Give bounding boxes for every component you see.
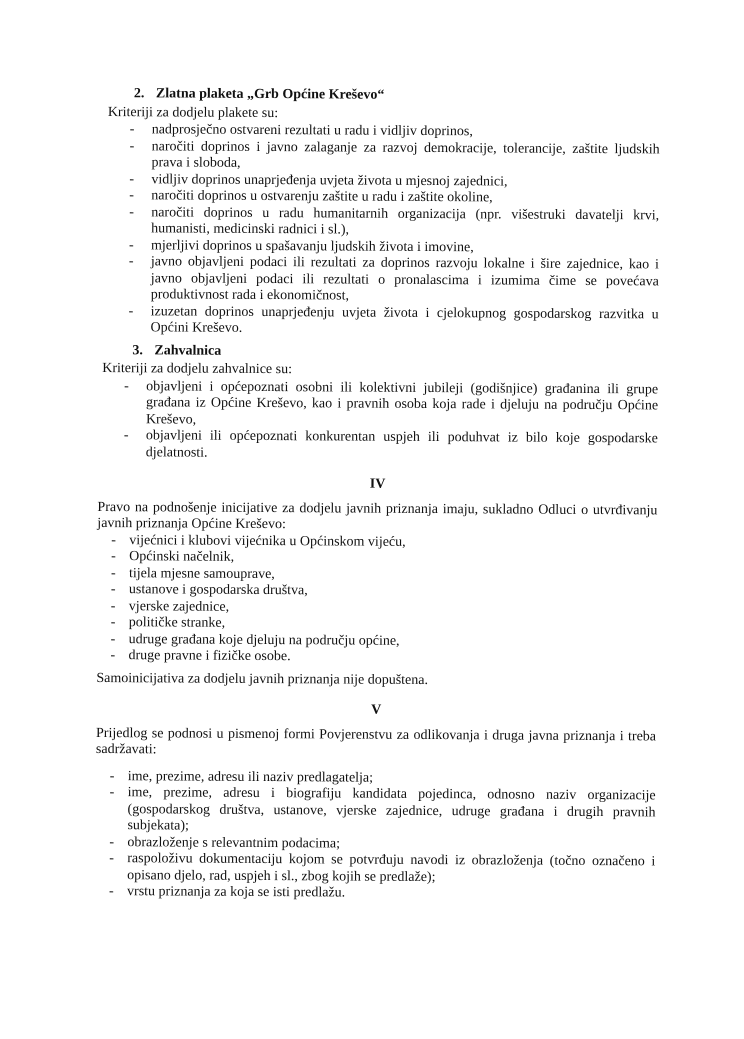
list-item: - druge pravne i fizičke osobe. — [96, 648, 656, 668]
article-4-numeral: IV — [369, 476, 386, 492]
list-item: - nadprosječno ostvareni rezultati u radu i vidljiv doprinos, — [100, 122, 660, 142]
section-2-heading — [134, 86, 660, 106]
list-item: - Općinski načelnik, — [97, 549, 657, 569]
list-item: - naročiti doprinos u radu humanitarnih organizacija (npr. višestruki davatelji krvi, humanisti, medicinski radnici i sl.), — [99, 204, 659, 240]
section-3-criteria-list — [98, 378, 658, 464]
list-item: - ime, prezime, adresu ili naziv predlagatelja; — [96, 768, 656, 788]
document-body — [95, 86, 660, 904]
list-item: - ime, prezime, adresu i biografiju kandidata pojedinca, odnosno naziv organizacije (gospodarskog društva, ustanove, vjerske zajednice, udruge građana i drugih pravnih subjekata); — [95, 785, 655, 838]
section-3-title: Zahvalnica — [154, 342, 222, 359]
article-4-closing: Samoinicijativa za dodjelu javnih priznanja nije dopuštena. — [96, 670, 429, 688]
article-4-intro: Pravo na podnošenje inicijative za dodjelu javnih priznanja imaju, sukladno Odluci o utvrđivanju javnih priznanja Općine Kreševo: — [97, 499, 658, 533]
list-item: - objavljeni i općepoznati osobni ili kolektivni jubileji (godišnjice) građanina ili grupe građana iz Općine Kreševo, kao i pravnih osoba koja rade i djeluju na području Općine Kreševo, — [98, 378, 658, 431]
section-2-number: 2. — [133, 86, 145, 102]
list-item: - vrstu priznanja za koja se isti predlažu. — [95, 884, 655, 904]
list-item: - političke stranke, — [97, 615, 657, 635]
list-item: - obrazloženje s relevantnim podacima; — [95, 834, 655, 854]
list-item: - javno objavljeni podaci ili rezultati za doprinos razvoju lokalne i šire zajednice, kao i javno objavljeni podaci ili rezultati o pronalascima i izumima čime se povećava produktivnost rada i ekonomičnost, — [99, 254, 659, 307]
section-2-criteria-list — [98, 122, 659, 340]
list-item: - ustanove i gospodarska društva, — [97, 582, 657, 602]
list-item: - udruge građana koje djeluju na području općine, — [97, 631, 657, 651]
list-item: - vidljiv doprinos unaprjeđenja uvjeta života u mjesnoj zajednici, — [99, 171, 659, 191]
list-item: - naročiti doprinos i javno zalaganje za razvoj demokracije, tolerancije, zaštite ljudskih prava i sloboda, — [99, 138, 659, 174]
article-4-list — [96, 532, 657, 667]
list-item: - mjerljivi doprinos u spašavanju ljudskih života i imovine, — [99, 237, 659, 257]
list-item: - vijećnici i klubovi vijećnika u Općinskom vijeću, — [97, 532, 657, 552]
section-3-number: 3. — [132, 342, 143, 358]
section-2-title: Zlatna plaketa „Grb Općine Kreševo“ — [155, 86, 385, 103]
list-item: - raspoloživu dokumentaciju kojom se potvrđuju navodi iz obrazloženja (točno označeno i opisano djelo, rad, uspjeh i sl., zbog kojih se predlaže); — [95, 851, 655, 887]
section-3-intro: Kriteriji za dodjelu zahvalnice su: — [102, 361, 293, 378]
article-5-list — [95, 768, 656, 903]
section-3-heading — [132, 343, 658, 363]
list-item: - tijela mjesne samouprave, — [97, 565, 657, 585]
article-5-numeral: V — [371, 702, 382, 718]
list-item: - naročiti doprinos u ostvarenju zaštite u radu i zaštite okoline, — [99, 188, 659, 208]
list-item: - vjerske zajednice, — [97, 598, 657, 618]
list-item: - izuzetan doprinos unaprjeđenju uvjeta života i cjelokupnog gospodarskog razvitka u Općini Kreševo. — [98, 303, 658, 339]
section-2-intro: Kriteriji za dodjelu plakete su: — [107, 104, 279, 121]
article-5-intro: Prijedlog se podnosi u pismenoj formi Povjerenstvu za odlikovanja i druga javna priznanja i treba sadržavati: — [95, 725, 657, 758]
list-item: - objavljeni ili općepoznati konkurentan uspjeh ili poduhvat iz bilo koje gospodarske djelatnosti. — [98, 428, 658, 464]
